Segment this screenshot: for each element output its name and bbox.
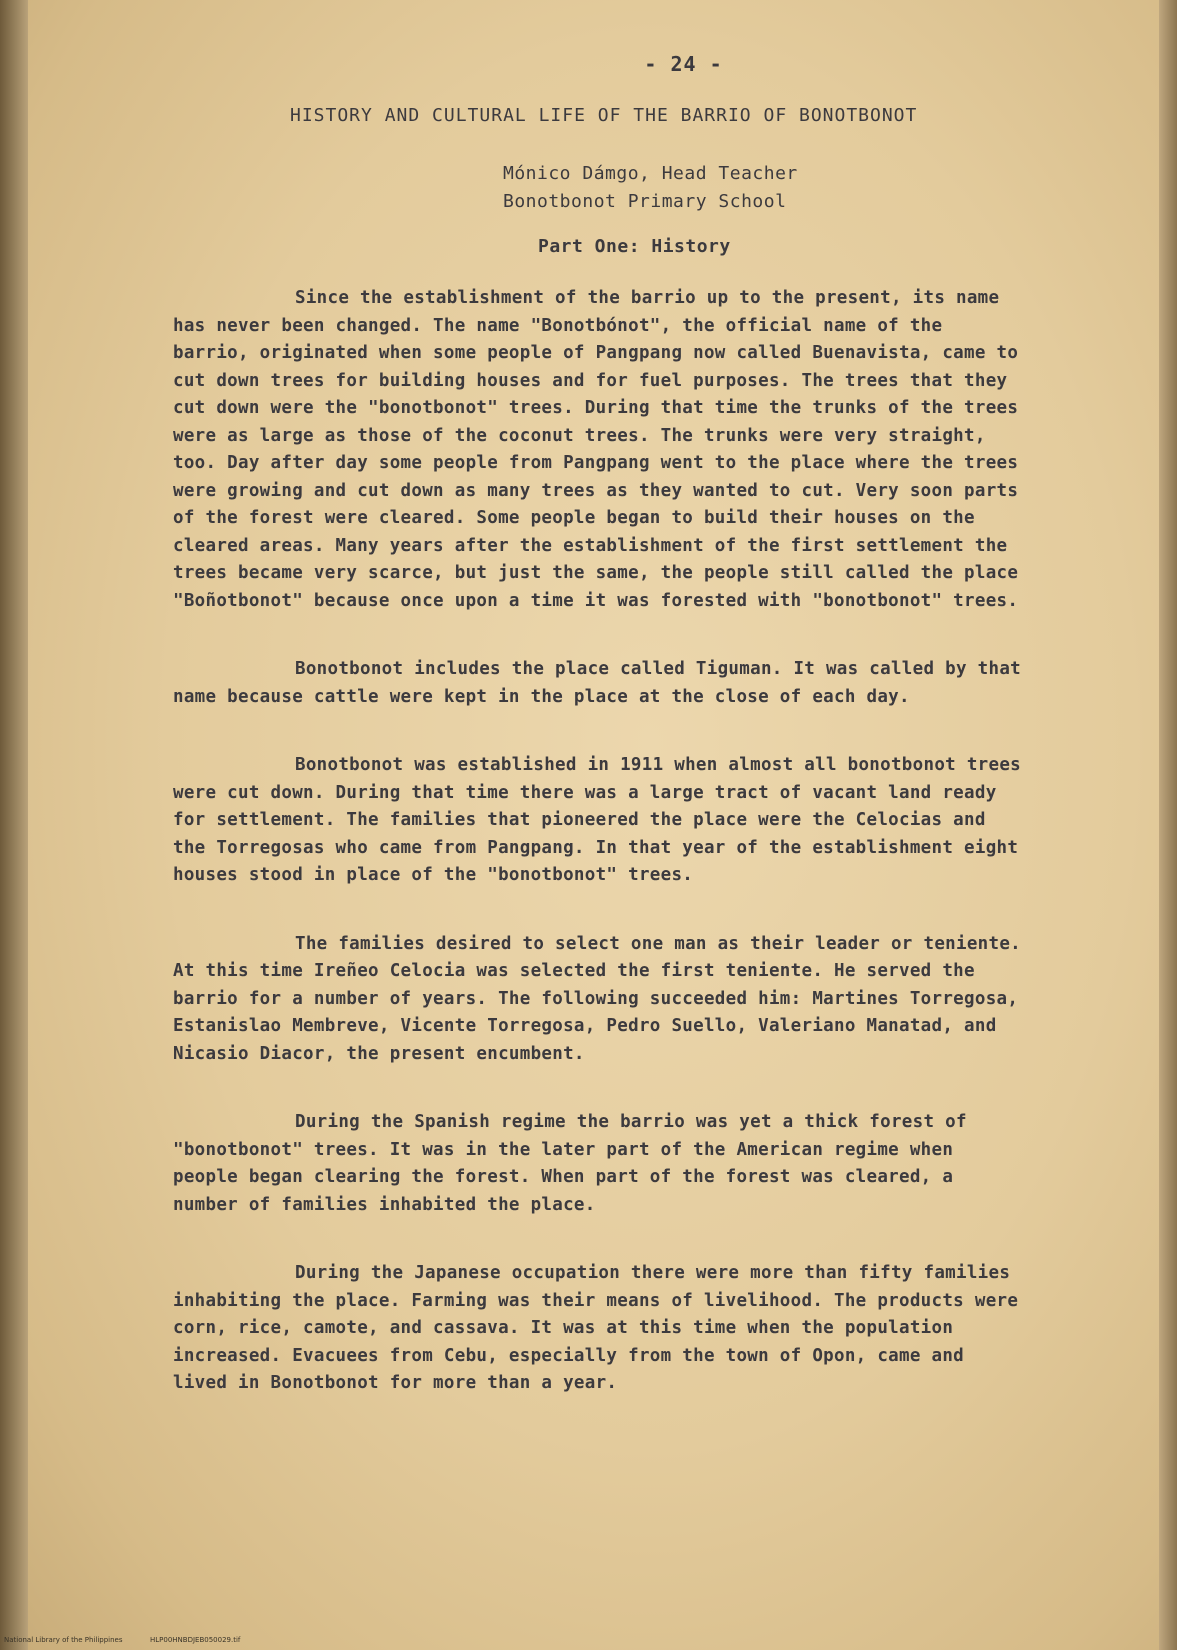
paragraph: Bonotbonot includes the place called Tiguman. It was called by that name because cattle were kept in the place at the close of each day. bbox=[173, 659, 1022, 707]
page-right-edge bbox=[1159, 0, 1177, 1650]
paragraph: During the Spanish regime the barrio was yet a thick forest of "bonotbonot" trees. It was in the later part of the American regime when people began clearing the forest. When part of the forest was cleared, a number of families inhabited the place. bbox=[173, 1112, 967, 1215]
paragraph: Bonotbonot was established in 1911 when almost all bonotbonot trees were cut down. During that time there was a large tract of vacant land ready for settlement. The families that pioneered the place were the Celocias and the Torregosas who came from Pangpang. In that year of the establishment eight houses stood in place of the "bonotbonot" trees. bbox=[173, 755, 1022, 885]
author-school: Bonotbonot Primary School bbox=[503, 191, 787, 212]
book-binding-edge bbox=[0, 0, 28, 1650]
paragraph: During the Japanese occupation there were more than fifty families inhabiting the place. Farming was their means of livelihood. The products were corn, rice, camote, and cassava. It was at this time when the population increased. Evacuees from Cebu, especially from the town of Opon, came and lived in Bonotbonot for more than a year. bbox=[173, 1263, 1019, 1393]
page-number: - 24 - bbox=[644, 52, 723, 76]
document-title: HISTORY AND CULTURAL LIFE OF THE BARRIO OF BONOTBONOT bbox=[290, 105, 918, 126]
author-block bbox=[503, 160, 798, 216]
footer-filename: HLP00HNBDJEB050029.tif bbox=[150, 1636, 241, 1644]
document-body bbox=[173, 285, 1023, 1439]
document-page bbox=[28, 0, 1159, 1650]
paragraph: Since the establishment of the barrio up to the present, its name has never been changed. The name "Bonotbónot", the official name of the barrio, originated when some people of Pangpang now called Buenavista, came to cut down trees for building houses and for fuel purposes. The trees that they cut down were the "bonotbonot" trees. During that time the trunks of the trees were as large as those of the coconut trees. The trunks were very straight, too. Day after day some people from Pangpang went to the place where the trees were growing and cut down as many trees as they wanted to cut. Very soon parts of the forest were cleared. Some people began to build their houses on the cleared areas. Many years after the establishment of the first settlement the trees became very scarce, but just the same, the people still called the place "Boñotbonot" because once upon a time it was forested with "bonotbonot" trees. bbox=[173, 288, 1019, 611]
paragraph: The families desired to select one man as their leader or teniente. At this time Ireñeo Celocia was selected the first teniente. He served the barrio for a number of years. The following succeeded him: Martines Torregosa, Estanislao Membreve, Vicente Torregosa, Pedro Suello, Valeriano Manatad, and Nicasio Diacor, the present encumbent. bbox=[173, 933, 1022, 1064]
footer-library: National Library of the Philippines bbox=[4, 1636, 123, 1644]
section-heading: Part One: History bbox=[538, 236, 731, 257]
author-name: Mónico Dámgo, Head Teacher bbox=[503, 163, 798, 184]
